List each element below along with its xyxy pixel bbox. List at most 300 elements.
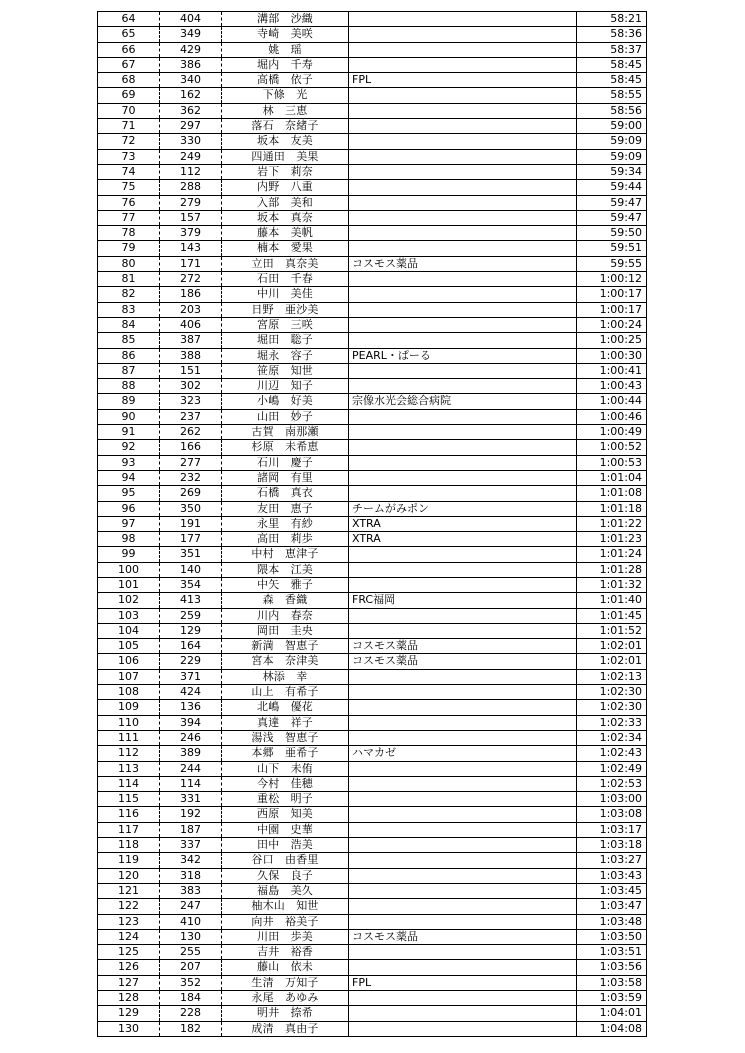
rank-cell: 76 <box>98 196 160 210</box>
rank-cell: 89 <box>98 394 160 408</box>
finish-time-cell: 1:03:00 <box>599 792 642 806</box>
team-cell <box>349 88 577 102</box>
team-cell <box>349 43 577 57</box>
rank-cell: 107 <box>98 670 160 684</box>
team-cell <box>349 578 577 592</box>
runner-name-cell: 藤本 美帆 <box>222 226 349 240</box>
team-cell <box>349 180 577 194</box>
runner-name-cell: 中園 史華 <box>222 823 349 837</box>
table-row <box>98 58 646 73</box>
team-cell <box>349 333 577 347</box>
finish-time-cell: 59:34 <box>610 164 642 178</box>
bib-number-cell: 182 <box>160 1022 222 1036</box>
finish-time-cell: 58:21 <box>610 12 642 25</box>
runner-name-cell: 山下 未侑 <box>222 762 349 776</box>
bib-number-cell: 203 <box>160 303 222 317</box>
table-row <box>98 440 646 455</box>
rank-cell: 96 <box>98 502 160 516</box>
team-cell <box>349 700 577 714</box>
finish-time-cell: 1:04:01 <box>599 1006 642 1020</box>
finish-time-cell: 1:03:17 <box>599 822 642 836</box>
runner-name-cell: 宮原 三咲 <box>222 318 349 332</box>
bib-number-cell: 207 <box>160 960 222 974</box>
table-row <box>98 333 646 348</box>
table-row <box>98 196 646 211</box>
table-row <box>98 410 646 425</box>
finish-time-cell: 1:00:52 <box>599 440 642 454</box>
bib-number-cell: 191 <box>160 517 222 531</box>
table-row <box>98 853 646 868</box>
team-cell <box>349 303 577 317</box>
table-row <box>98 639 646 654</box>
finish-time-cell: 59:00 <box>610 119 642 133</box>
runner-name-cell: 中矢 雅子 <box>222 578 349 592</box>
team-cell <box>349 838 577 852</box>
runner-name-cell: 落石 奈緒子 <box>222 119 349 133</box>
runner-name-cell: 笹原 知世 <box>222 364 349 378</box>
rank-cell: 67 <box>98 58 160 72</box>
team-cell <box>349 792 577 806</box>
table-row <box>98 211 646 226</box>
runner-name-cell: 永尾 あゆみ <box>222 991 349 1005</box>
bib-number-cell: 112 <box>160 165 222 179</box>
runner-name-cell: 今村 佳穂 <box>222 777 349 791</box>
table-row <box>98 27 646 42</box>
finish-time-cell: 1:01:24 <box>599 547 642 561</box>
team-cell <box>349 945 577 959</box>
team-cell <box>349 807 577 821</box>
team-cell <box>349 1006 577 1020</box>
bib-number-cell: 340 <box>160 73 222 87</box>
rank-cell: 102 <box>98 593 160 607</box>
table-row <box>98 379 646 394</box>
bib-number-cell: 379 <box>160 226 222 240</box>
runner-name-cell: 内野 八重 <box>222 180 349 194</box>
bib-number-cell: 244 <box>160 762 222 776</box>
finish-time-cell: 1:01:52 <box>599 623 642 637</box>
finish-time-cell: 1:03:50 <box>599 929 642 943</box>
rank-cell: 126 <box>98 960 160 974</box>
finish-time-cell: 1:03:08 <box>599 807 642 821</box>
runner-name-cell: 岡田 圭央 <box>222 624 349 638</box>
rank-cell: 98 <box>98 532 160 546</box>
runner-name-cell: 川田 歩美 <box>222 930 349 944</box>
rank-cell: 87 <box>98 364 160 378</box>
bib-number-cell: 272 <box>160 272 222 286</box>
bib-number-cell: 130 <box>160 930 222 944</box>
bib-number-cell: 383 <box>160 884 222 898</box>
bib-number-cell: 406 <box>160 318 222 332</box>
finish-time-cell: 59:47 <box>610 195 642 209</box>
bib-number-cell: 157 <box>160 211 222 225</box>
table-row <box>98 746 646 761</box>
rank-cell: 66 <box>98 43 160 57</box>
bib-number-cell: 394 <box>160 716 222 730</box>
finish-time-cell: 59:50 <box>610 226 642 240</box>
finish-time-cell: 1:02:01 <box>599 639 642 653</box>
bib-number-cell: 237 <box>160 410 222 424</box>
bib-number-cell: 352 <box>160 976 222 990</box>
table-row <box>98 884 646 899</box>
table-row <box>98 807 646 822</box>
bib-number-cell: 184 <box>160 991 222 1005</box>
bib-number-cell: 269 <box>160 486 222 500</box>
table-row <box>98 150 646 165</box>
rank-cell: 122 <box>98 899 160 913</box>
bib-number-cell: 255 <box>160 945 222 959</box>
bib-number-cell: 429 <box>160 43 222 57</box>
finish-time-cell: 1:01:32 <box>599 577 642 591</box>
team-cell <box>349 731 577 745</box>
team-cell <box>349 241 577 255</box>
runner-name-cell: 福島 美久 <box>222 884 349 898</box>
team-cell <box>349 58 577 72</box>
table-row <box>98 654 646 669</box>
rank-cell: 112 <box>98 746 160 760</box>
runner-name-cell: 向井 裕美子 <box>222 915 349 929</box>
runner-name-cell: 中川 美佳 <box>222 287 349 301</box>
finish-time-cell: 1:00:41 <box>599 363 642 377</box>
bib-number-cell: 187 <box>160 823 222 837</box>
team-cell: PEARL・ぱーる <box>349 349 577 363</box>
table-row <box>98 104 646 119</box>
bib-number-cell: 404 <box>160 12 222 26</box>
bib-number-cell: 177 <box>160 532 222 546</box>
bib-number-cell: 354 <box>160 578 222 592</box>
team-cell <box>349 991 577 1005</box>
bib-number-cell: 387 <box>160 333 222 347</box>
rank-cell: 70 <box>98 104 160 118</box>
team-cell <box>349 226 577 240</box>
finish-time-cell: 59:55 <box>610 256 642 270</box>
results-table <box>97 11 647 1037</box>
rank-cell: 65 <box>98 27 160 41</box>
rank-cell: 92 <box>98 440 160 454</box>
team-cell <box>349 318 577 332</box>
table-row <box>98 593 646 608</box>
finish-time-cell: 1:03:43 <box>599 868 642 882</box>
runner-name-cell: 山田 妙子 <box>222 410 349 424</box>
runner-name-cell: 生清 万知子 <box>222 976 349 990</box>
table-row <box>98 241 646 256</box>
finish-time-cell: 1:03:45 <box>599 883 642 897</box>
table-row <box>98 88 646 103</box>
bib-number-cell: 279 <box>160 196 222 210</box>
bib-number-cell: 262 <box>160 425 222 439</box>
table-row <box>98 777 646 792</box>
runner-name-cell: 岩下 莉奈 <box>222 165 349 179</box>
table-row <box>98 257 646 272</box>
team-cell <box>349 134 577 148</box>
team-cell <box>349 853 577 867</box>
finish-time-cell: 1:03:56 <box>599 960 642 974</box>
runner-name-cell: 小嶋 好美 <box>222 394 349 408</box>
rank-cell: 110 <box>98 716 160 730</box>
finish-time-cell: 59:51 <box>610 241 642 255</box>
bib-number-cell: 249 <box>160 150 222 164</box>
team-cell <box>349 563 577 577</box>
team-cell <box>349 915 577 929</box>
bib-number-cell: 330 <box>160 134 222 148</box>
team-cell: FRC福岡 <box>349 593 577 607</box>
bib-number-cell: 388 <box>160 349 222 363</box>
team-cell <box>349 547 577 561</box>
rank-cell: 111 <box>98 731 160 745</box>
rank-cell: 94 <box>98 471 160 485</box>
rank-cell: 72 <box>98 134 160 148</box>
bib-number-cell: 186 <box>160 287 222 301</box>
rank-cell: 120 <box>98 869 160 883</box>
table-row <box>98 578 646 593</box>
bib-number-cell: 229 <box>160 654 222 668</box>
finish-time-cell: 1:02:34 <box>599 730 642 744</box>
rank-cell: 127 <box>98 976 160 990</box>
runner-name-cell: 川辺 知子 <box>222 379 349 393</box>
runner-name-cell: 森 香織 <box>222 593 349 607</box>
team-cell <box>349 609 577 623</box>
team-cell: FPL <box>349 976 577 990</box>
team-cell <box>349 211 577 225</box>
rank-cell: 116 <box>98 807 160 821</box>
bib-number-cell: 171 <box>160 257 222 271</box>
rank-cell: 101 <box>98 578 160 592</box>
finish-time-cell: 1:01:04 <box>599 470 642 484</box>
finish-time-cell: 1:01:23 <box>599 532 642 546</box>
bib-number-cell: 164 <box>160 639 222 653</box>
runner-name-cell: 古賀 南那瀬 <box>222 425 349 439</box>
team-cell: XTRA <box>349 517 577 531</box>
runner-name-cell: 堀内 千寿 <box>222 58 349 72</box>
rank-cell: 64 <box>98 12 160 26</box>
finish-time-cell: 58:37 <box>610 42 642 56</box>
runner-name-cell: 林 三恵 <box>222 104 349 118</box>
finish-time-cell: 1:03:51 <box>599 945 642 959</box>
runner-name-cell: 諸岡 有里 <box>222 471 349 485</box>
finish-time-cell: 1:00:25 <box>599 333 642 347</box>
table-row <box>98 318 646 333</box>
runner-name-cell: 入部 美和 <box>222 196 349 210</box>
rank-cell: 90 <box>98 410 160 424</box>
table-row <box>98 134 646 149</box>
bib-number-cell: 151 <box>160 364 222 378</box>
runner-name-cell: 四通田 美果 <box>222 150 349 164</box>
finish-time-cell: 1:00:49 <box>599 425 642 439</box>
rank-cell: 84 <box>98 318 160 332</box>
bib-number-cell: 386 <box>160 58 222 72</box>
table-row <box>98 287 646 302</box>
bib-number-cell: 259 <box>160 609 222 623</box>
rank-cell: 129 <box>98 1006 160 1020</box>
team-cell <box>349 716 577 730</box>
finish-time-cell: 58:45 <box>610 57 642 71</box>
runner-name-cell: 坂本 真奈 <box>222 211 349 225</box>
rank-cell: 79 <box>98 241 160 255</box>
team-cell: XTRA <box>349 532 577 546</box>
rank-cell: 78 <box>98 226 160 240</box>
runner-name-cell: 宮本 奈津美 <box>222 654 349 668</box>
table-row <box>98 930 646 945</box>
bib-number-cell: 413 <box>160 593 222 607</box>
rank-cell: 71 <box>98 119 160 133</box>
rank-cell: 81 <box>98 272 160 286</box>
finish-time-cell: 59:09 <box>610 134 642 148</box>
team-cell <box>349 869 577 883</box>
table-row <box>98 165 646 180</box>
table-row <box>98 915 646 930</box>
table-row <box>98 43 646 58</box>
runner-name-cell: 堀田 聡子 <box>222 333 349 347</box>
rank-cell: 128 <box>98 991 160 1005</box>
table-row <box>98 624 646 639</box>
finish-time-cell: 58:45 <box>610 73 642 87</box>
bib-number-cell: 129 <box>160 624 222 638</box>
rank-cell: 124 <box>98 930 160 944</box>
team-cell <box>349 899 577 913</box>
rank-cell: 97 <box>98 517 160 531</box>
finish-time-cell: 1:00:12 <box>599 272 642 286</box>
bib-number-cell: 389 <box>160 746 222 760</box>
runner-name-cell: 高田 莉歩 <box>222 532 349 546</box>
runner-name-cell: 友田 恵子 <box>222 502 349 516</box>
table-row <box>98 425 646 440</box>
finish-time-cell: 1:03:27 <box>599 853 642 867</box>
bib-number-cell: 331 <box>160 792 222 806</box>
table-row <box>98 991 646 1006</box>
team-cell <box>349 12 577 26</box>
rank-cell: 85 <box>98 333 160 347</box>
rank-cell: 118 <box>98 838 160 852</box>
bib-number-cell: 351 <box>160 547 222 561</box>
rank-cell: 73 <box>98 150 160 164</box>
team-cell <box>349 425 577 439</box>
runner-name-cell: 林添 幸 <box>222 670 349 684</box>
table-row <box>98 869 646 884</box>
table-row <box>98 471 646 486</box>
team-cell <box>349 272 577 286</box>
finish-time-cell: 1:00:24 <box>599 317 642 331</box>
team-cell <box>349 884 577 898</box>
runner-name-cell: 柚木山 知世 <box>222 899 349 913</box>
team-cell <box>349 486 577 500</box>
rank-cell: 83 <box>98 303 160 317</box>
rank-cell: 68 <box>98 73 160 87</box>
table-row <box>98 960 646 975</box>
team-cell <box>349 823 577 837</box>
team-cell <box>349 364 577 378</box>
runner-name-cell: 永里 有紗 <box>222 517 349 531</box>
table-row <box>98 838 646 853</box>
team-cell: コスモス薬品 <box>349 639 577 653</box>
bib-number-cell: 297 <box>160 119 222 133</box>
table-row <box>98 976 646 991</box>
team-cell <box>349 777 577 791</box>
rank-cell: 91 <box>98 425 160 439</box>
runner-name-cell: 姚 瑶 <box>222 43 349 57</box>
finish-time-cell: 1:02:13 <box>599 669 642 683</box>
finish-time-cell: 1:00:43 <box>599 379 642 393</box>
team-cell <box>349 1022 577 1036</box>
rank-cell: 77 <box>98 211 160 225</box>
team-cell <box>349 287 577 301</box>
team-cell <box>349 410 577 424</box>
team-cell <box>349 960 577 974</box>
bib-number-cell: 342 <box>160 853 222 867</box>
finish-time-cell: 1:03:48 <box>599 914 642 928</box>
bib-number-cell: 288 <box>160 180 222 194</box>
table-row <box>98 547 646 562</box>
table-row <box>98 394 646 409</box>
table-row <box>98 899 646 914</box>
runner-name-cell: 高橋 依子 <box>222 73 349 87</box>
runner-name-cell: 杉原 未希恵 <box>222 440 349 454</box>
runner-name-cell: 谷口 由香里 <box>222 853 349 867</box>
finish-time-cell: 59:47 <box>610 210 642 224</box>
team-cell: 宗像水光会総合病院 <box>349 394 577 408</box>
runner-name-cell: 日野 亜沙美 <box>222 303 349 317</box>
runner-name-cell: 石田 千春 <box>222 272 349 286</box>
bib-number-cell: 143 <box>160 241 222 255</box>
finish-time-cell: 1:01:45 <box>599 608 642 622</box>
bib-number-cell: 162 <box>160 88 222 102</box>
bib-number-cell: 349 <box>160 27 222 41</box>
finish-time-cell: 1:00:17 <box>599 287 642 301</box>
table-row <box>98 670 646 685</box>
table-row <box>98 609 646 624</box>
bib-number-cell: 277 <box>160 456 222 470</box>
rank-cell: 108 <box>98 685 160 699</box>
team-cell <box>349 685 577 699</box>
bib-number-cell: 232 <box>160 471 222 485</box>
team-cell <box>349 440 577 454</box>
team-cell <box>349 165 577 179</box>
table-row <box>98 303 646 318</box>
runner-name-cell: 西原 知美 <box>222 807 349 821</box>
runner-name-cell: 本郷 亜希子 <box>222 746 349 760</box>
table-row <box>98 456 646 471</box>
rank-cell: 117 <box>98 823 160 837</box>
bib-number-cell: 302 <box>160 379 222 393</box>
bib-number-cell: 362 <box>160 104 222 118</box>
runner-name-cell: 石橋 真衣 <box>222 486 349 500</box>
table-row <box>98 272 646 287</box>
table-row <box>98 486 646 501</box>
table-row <box>98 73 646 88</box>
rank-cell: 113 <box>98 762 160 776</box>
table-row <box>98 502 646 517</box>
finish-time-cell: 59:09 <box>610 149 642 163</box>
finish-time-cell: 1:02:49 <box>599 761 642 775</box>
table-row <box>98 792 646 807</box>
runner-name-cell: 坂本 友美 <box>222 134 349 148</box>
runner-name-cell: 山上 有希子 <box>222 685 349 699</box>
rank-cell: 114 <box>98 777 160 791</box>
table-row <box>98 823 646 838</box>
runner-name-cell: 湯浅 智恵子 <box>222 731 349 745</box>
team-cell <box>349 196 577 210</box>
bib-number-cell: 166 <box>160 440 222 454</box>
bib-number-cell: 371 <box>160 670 222 684</box>
rank-cell: 75 <box>98 180 160 194</box>
runner-name-cell: 下條 光 <box>222 88 349 102</box>
runner-name-cell: 中村 恵津子 <box>222 547 349 561</box>
runner-name-cell: 田中 浩美 <box>222 838 349 852</box>
runner-name-cell: 寺崎 美咲 <box>222 27 349 41</box>
bib-number-cell: 114 <box>160 777 222 791</box>
team-cell: ハマカゼ <box>349 746 577 760</box>
finish-time-cell: 1:03:18 <box>599 838 642 852</box>
rank-cell: 74 <box>98 165 160 179</box>
rank-cell: 86 <box>98 349 160 363</box>
